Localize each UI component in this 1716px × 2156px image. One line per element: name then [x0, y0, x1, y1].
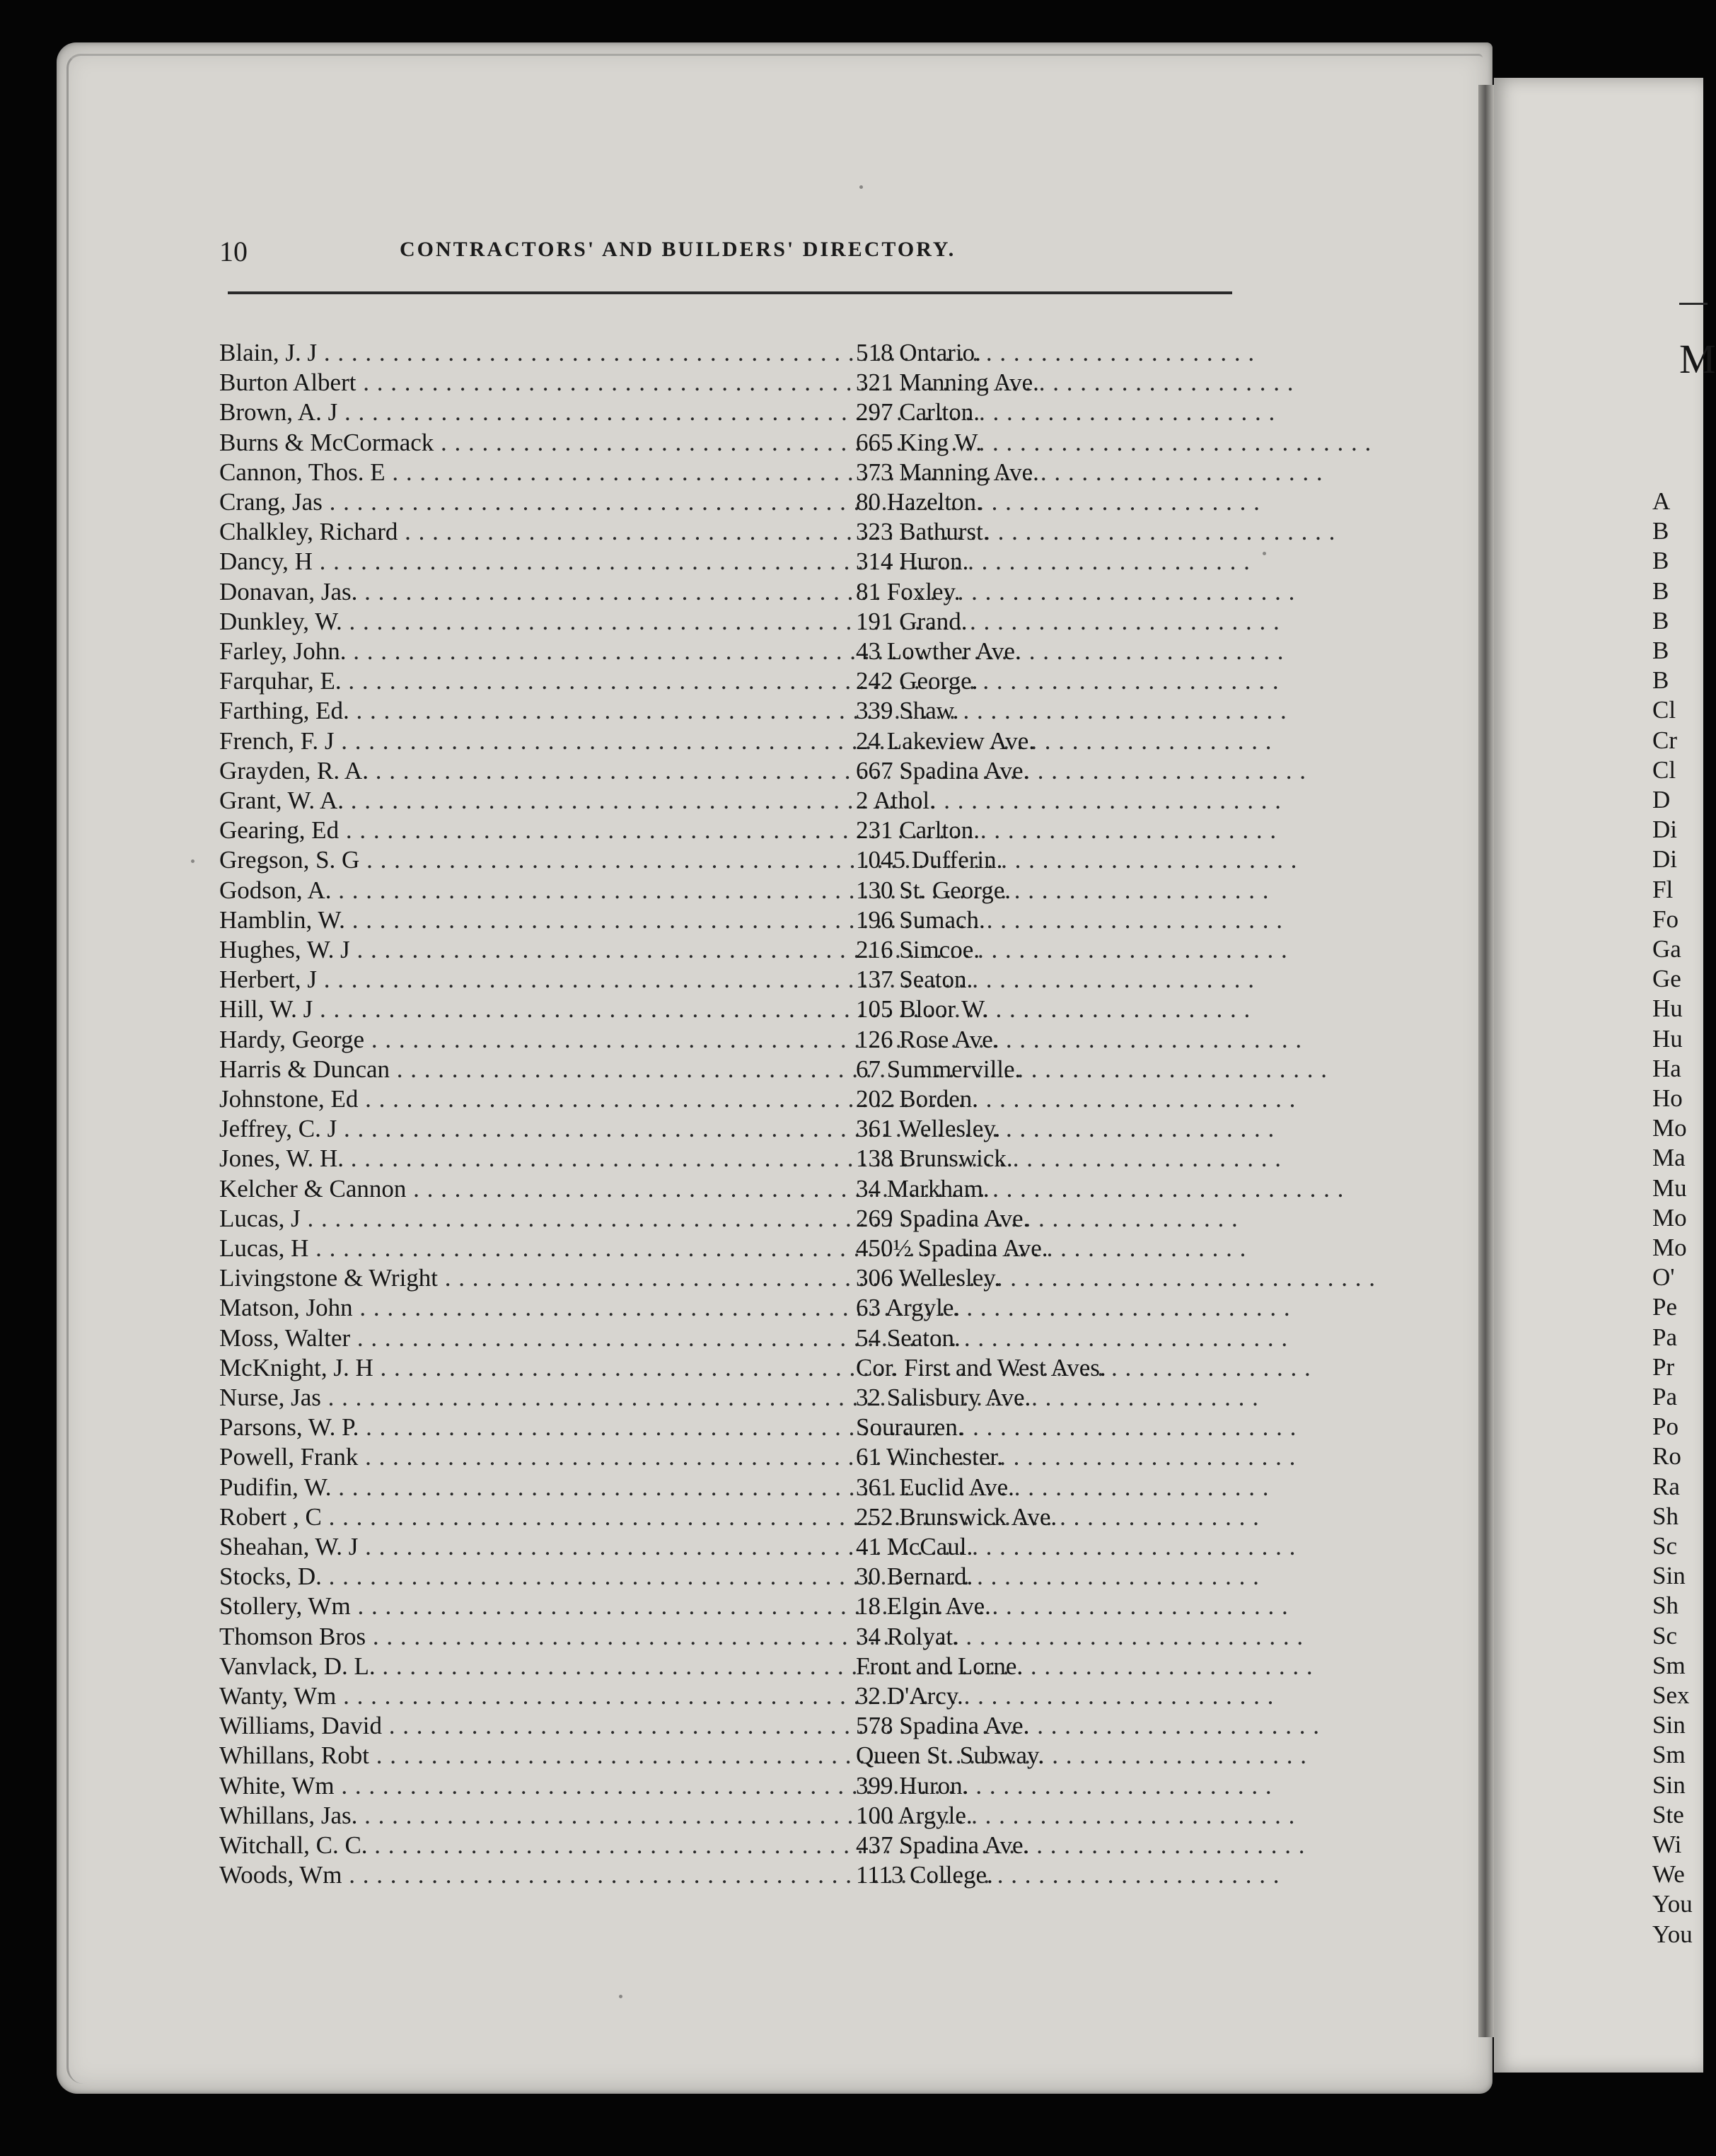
right-page-fragment: Ma [1652, 1144, 1686, 1172]
entry-name: Burton Albert . . . [219, 368, 849, 398]
entry-name: Vanvlack, D. L. . . . [219, 1652, 849, 1681]
directory-entry [219, 876, 1280, 905]
entry-address: 80 Hazelton. [856, 488, 982, 516]
entry-name: Gregson, S. G . . . [219, 845, 849, 875]
directory-entry [219, 1353, 1280, 1383]
right-page-fragment: D [1652, 786, 1671, 813]
entry-address: 34 Markham. [856, 1174, 990, 1202]
directory-entry [219, 1383, 1280, 1413]
right-page-fragment: Sc [1652, 1621, 1677, 1650]
right-page-fragment: Mo [1652, 1203, 1687, 1231]
right-page-fragment: Fo [1652, 905, 1679, 933]
right-page-rule [1679, 303, 1708, 305]
entry-address: 138 Brunswick. [856, 1144, 1013, 1173]
right-page-fragment: Pe [1652, 1293, 1677, 1321]
paper-speck [191, 859, 195, 863]
entry-address: 306 Wellesley. [856, 1264, 1001, 1292]
entry-address: 43 Lowther Ave. [856, 637, 1021, 665]
right-page-fragment: Fl [1652, 875, 1674, 903]
right-page-fragment: B [1652, 517, 1669, 545]
entry-address: 100 Argyle. [856, 1801, 973, 1829]
entry-name: Hamblin, W. . . . [219, 905, 849, 935]
page-header [219, 235, 1224, 270]
entry-address: 518 Ontario. [856, 339, 981, 366]
directory-entry [219, 1502, 1280, 1532]
entry-name: Chalkley, Richard . . . [219, 517, 849, 547]
entry-address: 61 Winchester. [856, 1443, 1003, 1471]
entry-address: 32 Salisbury Ave. [856, 1384, 1031, 1411]
entry-name: Hill, W. J . . . [219, 995, 849, 1024]
entry-name: Burns & McCormack . . . [219, 428, 849, 458]
entry-address: 314 Huron. [856, 547, 969, 576]
directory-entry [219, 1413, 1280, 1442]
entry-name: Robert , C . . . [219, 1502, 849, 1532]
right-page-fragment: Mo [1652, 1114, 1687, 1142]
entry-name: Whillans, Jas. . . . [219, 1801, 849, 1831]
right-page-fragment: Pr [1652, 1352, 1675, 1381]
entry-address: Sourauren. [856, 1413, 964, 1442]
directory-entry [219, 1473, 1280, 1502]
directory-entry [219, 1323, 1280, 1353]
right-page-fragment: Ra [1652, 1472, 1680, 1500]
paper-speck [859, 185, 863, 189]
directory-entry [219, 845, 1280, 875]
entry-address: 450½ Spadina Ave. [856, 1234, 1048, 1262]
right-page-fragment: Sin [1652, 1562, 1686, 1590]
right-page-fragment: Sin [1652, 1770, 1686, 1799]
entry-name: Farley, John. . . . [219, 637, 849, 666]
directory-entry [219, 1652, 1280, 1681]
directory-entry [219, 517, 1280, 547]
running-title: CONTRACTORS' AND BUILDERS' DIRECTORY. [400, 238, 956, 261]
entry-name: Donavan, Jas. . . . [219, 577, 849, 607]
right-page-fragment: Sin [1652, 1711, 1686, 1739]
right-page-fragment: Ho [1652, 1084, 1683, 1112]
entry-address: 667 Spadina Ave. [856, 756, 1030, 784]
entry-address: 578 Spadina Ave. [856, 1712, 1030, 1740]
directory-entry [219, 428, 1280, 458]
directory-entry [219, 1681, 1280, 1711]
right-page-fragment: Po [1652, 1413, 1679, 1441]
entry-name: Livingstone & Wright . . . [219, 1263, 849, 1293]
directory-entry [219, 1622, 1280, 1652]
right-page-fragment: Ro [1652, 1442, 1681, 1471]
entry-name: McKnight, J. H . . . [219, 1353, 849, 1383]
entry-address: 202 Borden. [856, 1085, 979, 1113]
entry-address: 231 Carlton. [856, 816, 980, 845]
entry-name: White, Wm . . . [219, 1771, 849, 1801]
entry-name: Dancy, H . . . [219, 547, 849, 576]
entry-name: Crang, Jas . . . [219, 487, 849, 517]
directory-entry [219, 935, 1280, 965]
entry-address: 297 Carlton. [856, 398, 980, 427]
entry-address: 137 Seaton. [856, 966, 973, 994]
entry-name: Nurse, Jas . . . [219, 1383, 849, 1413]
directory-entries [219, 338, 1280, 1894]
entry-name: Cannon, Thos. E . . . [219, 458, 849, 487]
directory-entry [219, 1084, 1280, 1114]
entry-name: Jones, W. H. . . . [219, 1144, 849, 1173]
entry-address: 41 McCaul. [856, 1533, 973, 1560]
entry-address: 339 Shaw. [856, 697, 959, 725]
entry-address: 323 Bathurst. [856, 518, 990, 546]
entry-name: Williams, David . . . [219, 1711, 849, 1741]
right-page-fragment: Cr [1652, 726, 1677, 754]
entry-address: 252 Brunswick Ave. [856, 1502, 1057, 1531]
entry-address: 399 Huron. [856, 1771, 969, 1799]
directory-entry [219, 995, 1280, 1024]
entry-name: Farthing, Ed. . . . [219, 696, 849, 726]
entry-name: Thomson Bros . . . [219, 1622, 849, 1652]
entry-address: Front and Lorne. [856, 1652, 1024, 1680]
entry-address: 18 Elgin Ave. [856, 1592, 991, 1621]
entry-address: 32 D'Arcy. [856, 1682, 963, 1710]
directory-entry [219, 786, 1280, 816]
right-page-fragment: Wi [1652, 1831, 1682, 1858]
entry-address: 126 Rose Ave. [856, 1025, 999, 1053]
directory-entry [219, 816, 1280, 845]
right-page-fragment: Cl [1652, 755, 1676, 784]
directory-entry [219, 398, 1280, 427]
entry-address: 81 Foxley. [856, 577, 961, 605]
right-page-fragment: Sm [1652, 1741, 1686, 1769]
directory-entry [219, 756, 1280, 786]
paper-speck [619, 1995, 622, 1998]
entry-address: 30 Bernard. [856, 1563, 973, 1591]
entry-name: French, F. J . . . [219, 726, 849, 756]
directory-entry [219, 1025, 1280, 1055]
book-gutter [1478, 85, 1494, 2037]
directory-entry [219, 1204, 1280, 1234]
right-page-fragment: A [1652, 487, 1671, 515]
entry-name: Brown, A. J . . . [219, 398, 849, 427]
entry-name: Powell, Frank . . . [219, 1442, 849, 1472]
right-page-fragment: Mu [1652, 1173, 1687, 1202]
entry-name: Jeffrey, C. J . . . [219, 1114, 849, 1144]
right-page-fragment: B [1652, 666, 1669, 695]
right-page-fragment: Ge [1652, 965, 1681, 993]
entry-name: Grayden, R. A. . . . [219, 756, 849, 786]
right-page-fragment: B [1652, 576, 1669, 605]
entry-address: 437 Spadina Ave. [856, 1831, 1030, 1859]
right-page-fragment: Ha [1652, 1054, 1681, 1082]
entry-name: Farquhar, E. . . . [219, 666, 849, 696]
entry-address: 242 George. [856, 667, 978, 695]
right-page-fragment: B [1652, 547, 1669, 575]
right-page-fragment: Sm [1652, 1651, 1686, 1679]
entry-address: Cor. First and West Aves. [856, 1353, 1106, 1381]
right-page-fragment: Sh [1652, 1502, 1679, 1530]
entry-name: Lucas, H . . . [219, 1234, 849, 1263]
directory-entry [219, 1741, 1280, 1770]
directory-entry [219, 696, 1280, 726]
entry-name: Kelcher & Cannon . . . [219, 1174, 849, 1204]
entry-name: Matson, John . . . [219, 1293, 849, 1323]
right-page-fragment: You [1652, 1920, 1693, 1948]
entry-address: 2 Athol. [856, 787, 936, 814]
right-page-entry-fragments [1652, 338, 1703, 1965]
right-page-fragment: Cl [1652, 696, 1676, 724]
right-page-fragment: Pa [1652, 1323, 1677, 1351]
entry-name: Lucas, J . . . [219, 1204, 849, 1234]
right-page-fragment: B [1652, 606, 1669, 634]
entry-address: 105 Bloor W. [856, 995, 989, 1024]
entry-address: 1045 Dufferin. [856, 846, 1003, 874]
entry-address: 54 Seaton. [856, 1323, 961, 1352]
entry-address: 321 Manning Ave. [856, 369, 1039, 397]
directory-entry [219, 637, 1280, 666]
entry-address: 191 Grand. [856, 607, 968, 635]
directory-entry [219, 1801, 1280, 1831]
entry-address: 361 Euclid Ave. [856, 1473, 1014, 1501]
right-page-heading-fragment: M [1679, 336, 1716, 382]
directory-entry [219, 1174, 1280, 1204]
entry-name: Dunkley, W. . . . [219, 607, 849, 637]
entry-name: Woods, Wm . . . [219, 1860, 849, 1890]
entry-address: 373 Manning Ave. [856, 458, 1039, 486]
entry-address: 34 Rolyat. [856, 1622, 959, 1650]
entry-name: Pudifin, W. . . . [219, 1473, 849, 1502]
directory-entry [219, 1771, 1280, 1801]
entry-name: Hardy, George . . . [219, 1025, 849, 1055]
directory-entry [219, 1234, 1280, 1263]
directory-entry [219, 338, 1280, 368]
header-rule [228, 291, 1232, 294]
entry-name: Godson, A. . . . [219, 876, 849, 905]
directory-entry [219, 1831, 1280, 1860]
right-page-fragment: Pa [1652, 1383, 1677, 1410]
right-page-fragment: B [1652, 637, 1669, 664]
entry-name: Stocks, D. . . . [219, 1562, 849, 1592]
directory-entry [219, 1592, 1280, 1621]
entry-address: 67 Summerville. [856, 1055, 1021, 1083]
directory-entry [219, 1293, 1280, 1323]
entry-name: Blain, J. J . . . [219, 338, 849, 368]
right-page-fragment: Ste [1652, 1800, 1684, 1828]
directory-entry [219, 666, 1280, 696]
directory-entry [219, 726, 1280, 756]
right-page-fragment: Ga [1652, 935, 1681, 963]
directory-entry [219, 607, 1280, 637]
entry-name: Sheahan, W. J . . . [219, 1532, 849, 1562]
right-page-fragment: Hu [1652, 1024, 1683, 1053]
entry-name: Herbert, J . . . [219, 965, 849, 995]
right-page-fragment: Sex [1652, 1681, 1690, 1709]
entry-address: 130 St. George. [856, 876, 1011, 904]
directory-entry [219, 1711, 1280, 1741]
entry-address: 269 Spadina Ave. [856, 1204, 1030, 1232]
directory-entry [219, 965, 1280, 995]
directory-entry [219, 1532, 1280, 1562]
entry-name: Parsons, W. P. . . . [219, 1413, 849, 1442]
entry-address: 665 King W. [856, 428, 982, 456]
right-page-fragment: Di [1652, 816, 1677, 844]
entry-address: 196 Sumach. [856, 905, 985, 934]
directory-entry [219, 1562, 1280, 1592]
entry-name: Stollery, Wm . . . [219, 1592, 849, 1621]
page-number: 10 [219, 236, 248, 267]
directory-entry [219, 1144, 1280, 1173]
right-page-fragment: Sh [1652, 1592, 1679, 1620]
entry-name: Grant, W. A. . . . [219, 786, 849, 816]
entry-address: 24 Lakeview Ave. [856, 726, 1036, 755]
entry-name: Moss, Walter . . . [219, 1323, 849, 1353]
directory-entry [219, 1860, 1280, 1890]
entry-address: 63 Argyle. [856, 1294, 961, 1322]
entry-address: 361 Wellesley. [856, 1115, 1001, 1143]
entry-name: Hughes, W. J . . . [219, 935, 849, 965]
right-page-fragment: Di [1652, 845, 1677, 874]
directory-entry [219, 487, 1280, 517]
entry-name: Harris & Duncan . . . [219, 1055, 849, 1084]
paper-speck [1263, 552, 1266, 555]
entry-address: 216 Simcoe. [856, 936, 980, 963]
entry-name: Gearing, Ed . . . [219, 816, 849, 845]
entry-name: Witchall, C. C. . . . [219, 1831, 849, 1860]
right-page-fragment: Mo [1652, 1234, 1687, 1261]
directory-entry [219, 1442, 1280, 1472]
directory-entry [219, 1055, 1280, 1084]
directory-entry [219, 1114, 1280, 1144]
right-page-fragment: We [1652, 1860, 1685, 1889]
entry-address: 1113 College. [856, 1861, 993, 1889]
directory-entry [219, 905, 1280, 935]
directory-entry [219, 458, 1280, 487]
right-page-fragment: Hu [1652, 995, 1683, 1023]
entry-name: Whillans, Robt . . . [219, 1741, 849, 1770]
right-page-fragment: O' [1652, 1263, 1675, 1292]
entry-name: Wanty, Wm . . . [219, 1681, 849, 1711]
right-page-fragment: You [1652, 1890, 1693, 1918]
directory-entry [219, 1263, 1280, 1293]
directory-entry [219, 368, 1280, 398]
entry-address: Queen St. Subway. [856, 1741, 1045, 1770]
directory-entry [219, 547, 1280, 576]
entry-name: Johnstone, Ed . . . [219, 1084, 849, 1114]
directory-entry [219, 577, 1280, 607]
right-page-fragment: Sc [1652, 1532, 1677, 1560]
